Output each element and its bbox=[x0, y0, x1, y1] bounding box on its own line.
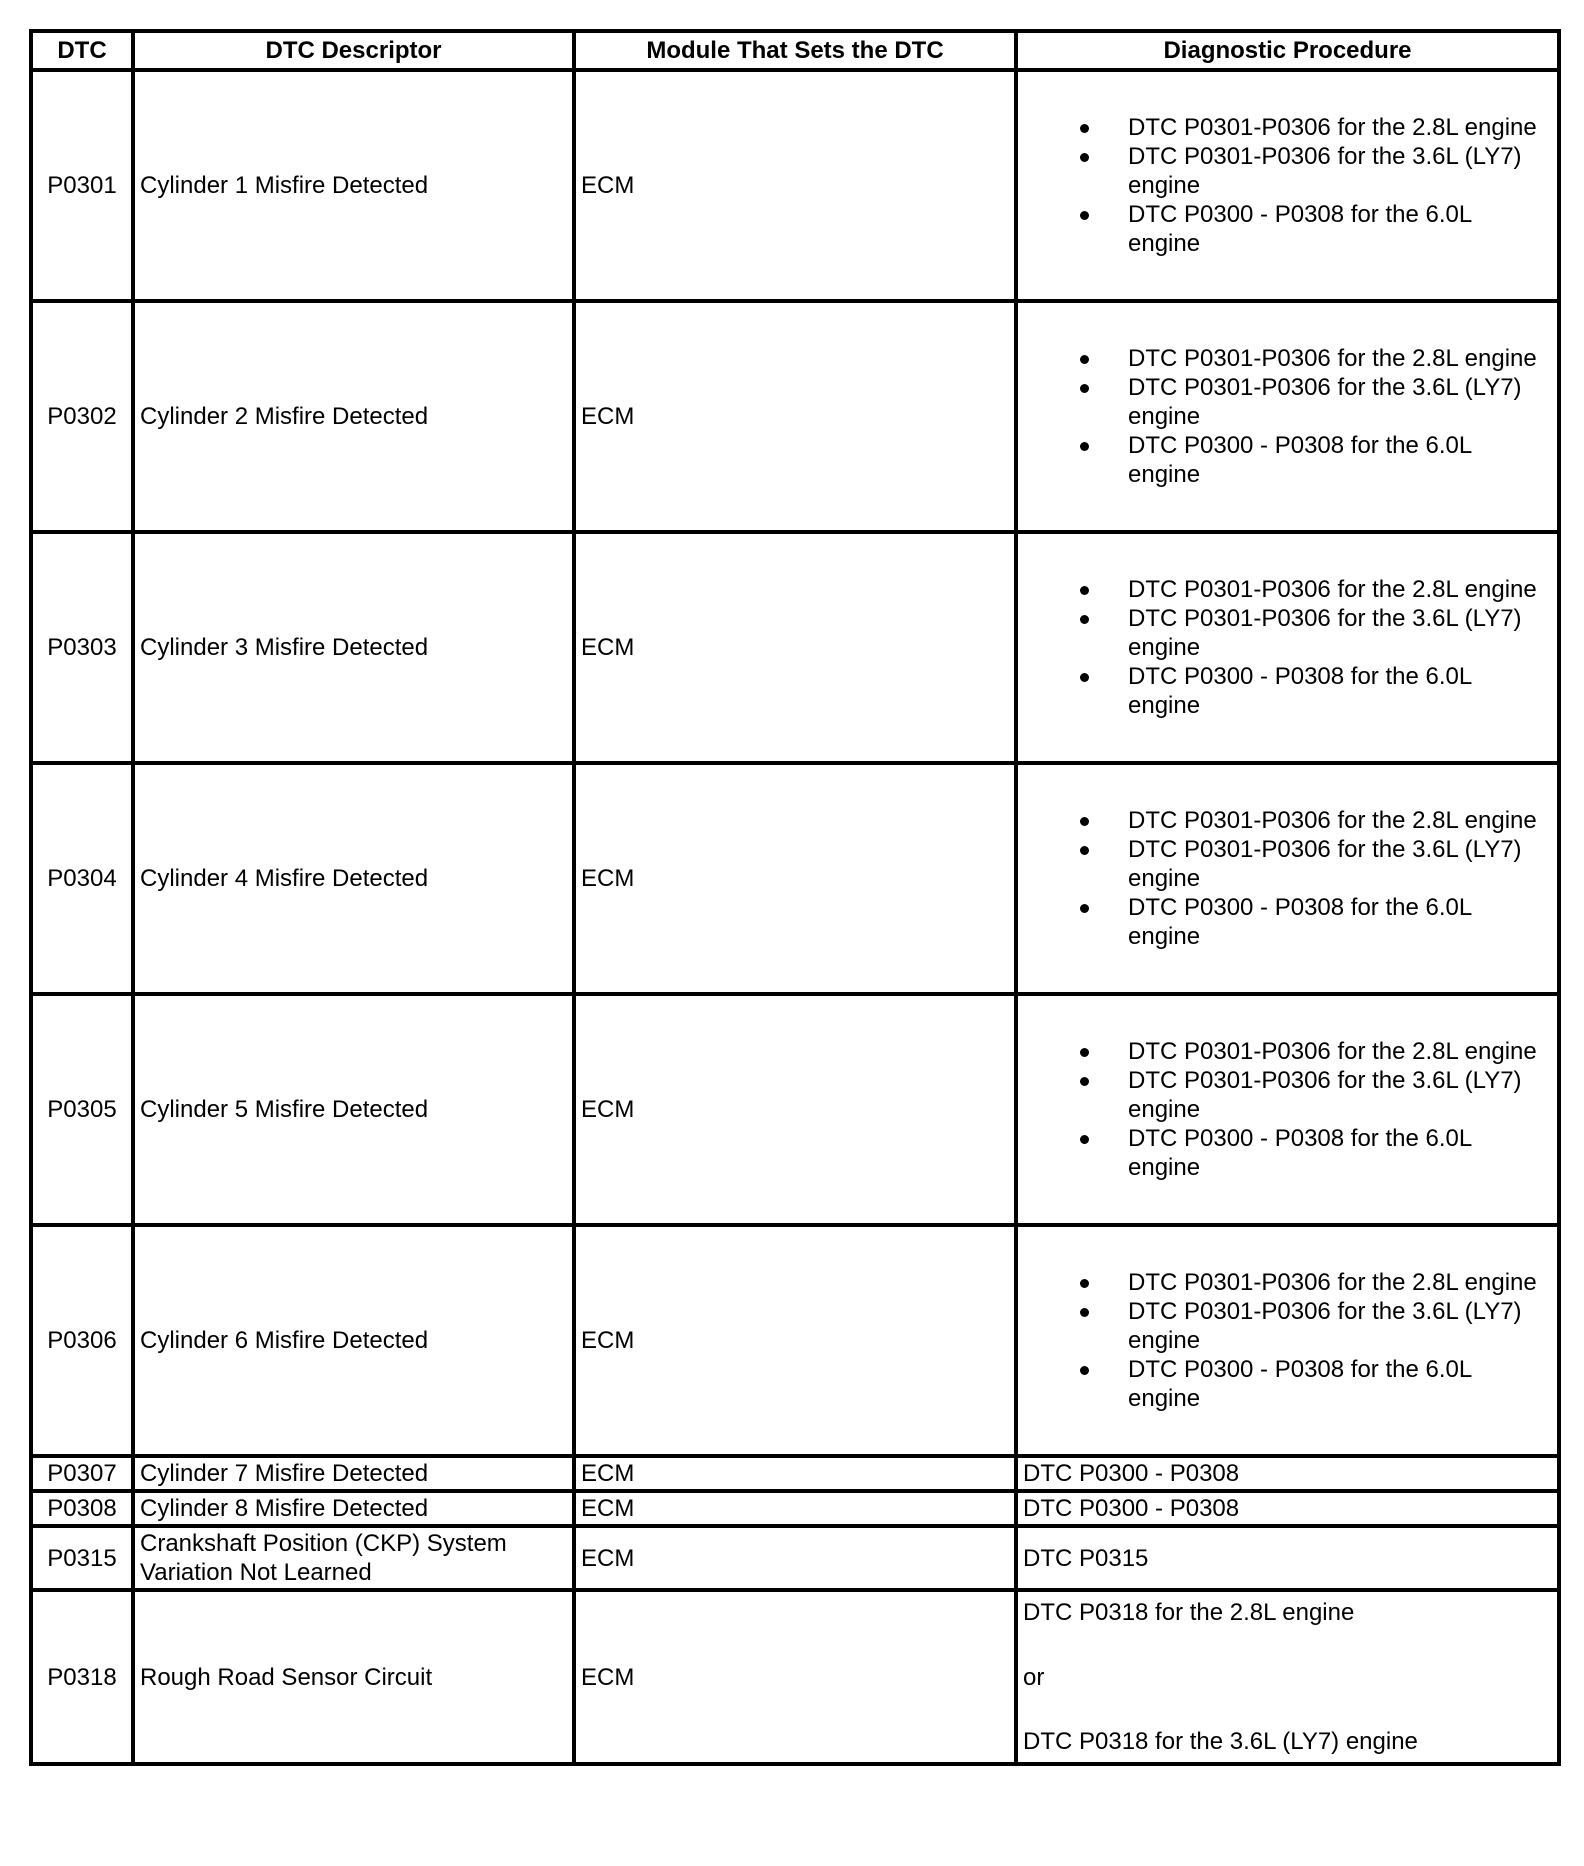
table-row bbox=[31, 70, 1559, 301]
diagnostic-procedure[interactable]: DTC P0315 bbox=[1016, 1526, 1559, 1590]
table-row bbox=[31, 763, 1559, 994]
diagnostic-procedure bbox=[1016, 70, 1559, 301]
table-row bbox=[31, 532, 1559, 763]
procedure-link-text: DTC P0300 - P0308 for the 6.0L engine bbox=[1128, 1356, 1472, 1412]
dtc-descriptor: Cylinder 8 Misfire Detected bbox=[133, 1491, 574, 1526]
table-row bbox=[31, 1491, 1559, 1526]
procedure-option[interactable]: DTC P0318 for the 2.8L engine bbox=[1023, 1599, 1355, 1626]
bullet-icon bbox=[1080, 817, 1089, 826]
bullet-icon bbox=[1080, 1048, 1089, 1057]
module-name: ECM bbox=[574, 1526, 1016, 1590]
procedure-item[interactable] bbox=[1023, 835, 1552, 893]
bullet-icon bbox=[1080, 211, 1089, 220]
bullet-icon bbox=[1080, 1077, 1089, 1086]
procedure-item[interactable] bbox=[1023, 604, 1552, 662]
procedure-link-text: DTC P0301-P0306 for the 3.6L (LY7) engine bbox=[1128, 374, 1522, 430]
bullet-icon bbox=[1080, 904, 1089, 913]
procedure-link-text: DTC P0300 - P0308 for the 6.0L engine bbox=[1128, 663, 1472, 719]
diagnostic-procedure[interactable]: DTC P0300 - P0308 bbox=[1016, 1456, 1559, 1491]
procedure-link-text: DTC P0301-P0306 for the 2.8L engine bbox=[1128, 807, 1537, 834]
dtc-code: P0303 bbox=[31, 532, 133, 763]
dtc-code: P0305 bbox=[31, 994, 133, 1225]
diagnostic-procedure[interactable]: DTC P0300 - P0308 bbox=[1016, 1491, 1559, 1526]
procedure-link-text: DTC P0300 - P0308 for the 6.0L engine bbox=[1128, 201, 1472, 257]
procedure-item[interactable] bbox=[1023, 1124, 1552, 1182]
module-name: ECM bbox=[574, 994, 1016, 1225]
procedure-link-text: DTC P0301-P0306 for the 3.6L (LY7) engine bbox=[1128, 143, 1522, 199]
bullet-icon bbox=[1080, 153, 1089, 162]
module-name: ECM bbox=[574, 70, 1016, 301]
bullet-icon bbox=[1080, 384, 1089, 393]
procedure-link-text: DTC P0301-P0306 for the 2.8L engine bbox=[1128, 1269, 1537, 1296]
dtc-descriptor: Cylinder 6 Misfire Detected bbox=[133, 1225, 574, 1456]
dtc-descriptor: Cylinder 5 Misfire Detected bbox=[133, 994, 574, 1225]
procedure-link-text: DTC P0300 - P0308 for the 6.0L engine bbox=[1128, 1125, 1472, 1181]
dtc-code: P0302 bbox=[31, 301, 133, 532]
table-row bbox=[31, 994, 1559, 1225]
bullet-icon bbox=[1080, 615, 1089, 624]
procedure-item[interactable] bbox=[1023, 344, 1552, 373]
dtc-code: P0301 bbox=[31, 70, 133, 301]
descriptor-line: Crankshaft Position (CKP) System bbox=[140, 1530, 507, 1557]
procedure-link-text: DTC P0300 - P0308 for the 6.0L engine bbox=[1128, 432, 1472, 488]
header-dtc: DTC bbox=[31, 31, 133, 70]
module-name: ECM bbox=[574, 301, 1016, 532]
bullet-icon bbox=[1080, 442, 1089, 451]
header-procedure: Diagnostic Procedure bbox=[1016, 31, 1559, 70]
diagnostic-procedure bbox=[1016, 1590, 1559, 1764]
dtc-table bbox=[29, 29, 1561, 1766]
table-header-row bbox=[31, 31, 1559, 70]
table-row bbox=[31, 301, 1559, 532]
procedure-item[interactable] bbox=[1023, 1037, 1552, 1066]
procedure-item[interactable] bbox=[1023, 1297, 1552, 1355]
dtc-code: P0307 bbox=[31, 1456, 133, 1491]
bullet-icon bbox=[1080, 846, 1089, 855]
table-row bbox=[31, 1590, 1559, 1764]
procedure-item[interactable] bbox=[1023, 575, 1552, 604]
bullet-icon bbox=[1080, 1279, 1089, 1288]
dtc-descriptor: Cylinder 1 Misfire Detected bbox=[133, 70, 574, 301]
dtc-document bbox=[29, 29, 1557, 1766]
dtc-descriptor bbox=[133, 1526, 574, 1590]
module-name: ECM bbox=[574, 1225, 1016, 1456]
dtc-code: P0306 bbox=[31, 1225, 133, 1456]
module-name: ECM bbox=[574, 1491, 1016, 1526]
dtc-code: P0304 bbox=[31, 763, 133, 994]
bullet-icon bbox=[1080, 586, 1089, 595]
diagnostic-procedure bbox=[1016, 763, 1559, 994]
dtc-descriptor: Cylinder 7 Misfire Detected bbox=[133, 1456, 574, 1491]
procedure-item[interactable] bbox=[1023, 200, 1552, 258]
diagnostic-procedure bbox=[1016, 994, 1559, 1225]
procedure-item[interactable] bbox=[1023, 662, 1552, 720]
module-name: ECM bbox=[574, 532, 1016, 763]
module-name: ECM bbox=[574, 1590, 1016, 1764]
dtc-code: P0308 bbox=[31, 1491, 133, 1526]
module-name: ECM bbox=[574, 1456, 1016, 1491]
procedure-link-text: DTC P0301-P0306 for the 3.6L (LY7) engine bbox=[1128, 605, 1522, 661]
procedure-link-text: DTC P0301-P0306 for the 2.8L engine bbox=[1128, 114, 1537, 141]
procedure-link-text: DTC P0301-P0306 for the 2.8L engine bbox=[1128, 345, 1537, 372]
procedure-item[interactable] bbox=[1023, 1066, 1552, 1124]
dtc-descriptor: Cylinder 2 Misfire Detected bbox=[133, 301, 574, 532]
procedure-item[interactable] bbox=[1023, 142, 1552, 200]
bullet-icon bbox=[1080, 124, 1089, 133]
diagnostic-procedure bbox=[1016, 301, 1559, 532]
table-row bbox=[31, 1456, 1559, 1491]
diagnostic-procedure bbox=[1016, 532, 1559, 763]
table-row bbox=[31, 1225, 1559, 1456]
dtc-code: P0318 bbox=[31, 1590, 133, 1764]
procedure-item[interactable] bbox=[1023, 893, 1552, 951]
procedure-or-label: or bbox=[1023, 1663, 1045, 1691]
dtc-descriptor: Rough Road Sensor Circuit bbox=[133, 1590, 574, 1764]
header-module: Module That Sets the DTC bbox=[574, 31, 1016, 70]
procedure-item[interactable] bbox=[1023, 431, 1552, 489]
diagnostic-procedure bbox=[1016, 1225, 1559, 1456]
dtc-descriptor: Cylinder 3 Misfire Detected bbox=[133, 532, 574, 763]
procedure-link-text: DTC P0301-P0306 for the 2.8L engine bbox=[1128, 576, 1537, 603]
procedure-item[interactable] bbox=[1023, 1268, 1552, 1297]
header-descriptor: DTC Descriptor bbox=[133, 31, 574, 70]
procedure-link-text: DTC P0301-P0306 for the 3.6L (LY7) engine bbox=[1128, 1298, 1522, 1354]
bullet-icon bbox=[1080, 1135, 1089, 1144]
procedure-link-text: DTC P0301-P0306 for the 3.6L (LY7) engine bbox=[1128, 1067, 1522, 1123]
procedure-item[interactable] bbox=[1023, 1355, 1552, 1413]
bullet-icon bbox=[1080, 1366, 1089, 1375]
module-name: ECM bbox=[574, 763, 1016, 994]
procedure-link-text: DTC P0301-P0306 for the 2.8L engine bbox=[1128, 1038, 1537, 1065]
dtc-code: P0315 bbox=[31, 1526, 133, 1590]
bullet-icon bbox=[1080, 673, 1089, 682]
table-row bbox=[31, 1526, 1559, 1590]
procedure-link-text: DTC P0300 - P0308 for the 6.0L engine bbox=[1128, 894, 1472, 950]
procedure-item[interactable] bbox=[1023, 113, 1552, 142]
procedure-option[interactable]: DTC P0318 for the 3.6L (LY7) engine bbox=[1023, 1728, 1418, 1755]
dtc-descriptor: Cylinder 4 Misfire Detected bbox=[133, 763, 574, 994]
descriptor-line: Variation Not Learned bbox=[140, 1559, 372, 1586]
bullet-icon bbox=[1080, 1308, 1089, 1317]
bullet-icon bbox=[1080, 355, 1089, 364]
procedure-item[interactable] bbox=[1023, 806, 1552, 835]
procedure-item[interactable] bbox=[1023, 373, 1552, 431]
procedure-link-text: DTC P0301-P0306 for the 3.6L (LY7) engine bbox=[1128, 836, 1522, 892]
